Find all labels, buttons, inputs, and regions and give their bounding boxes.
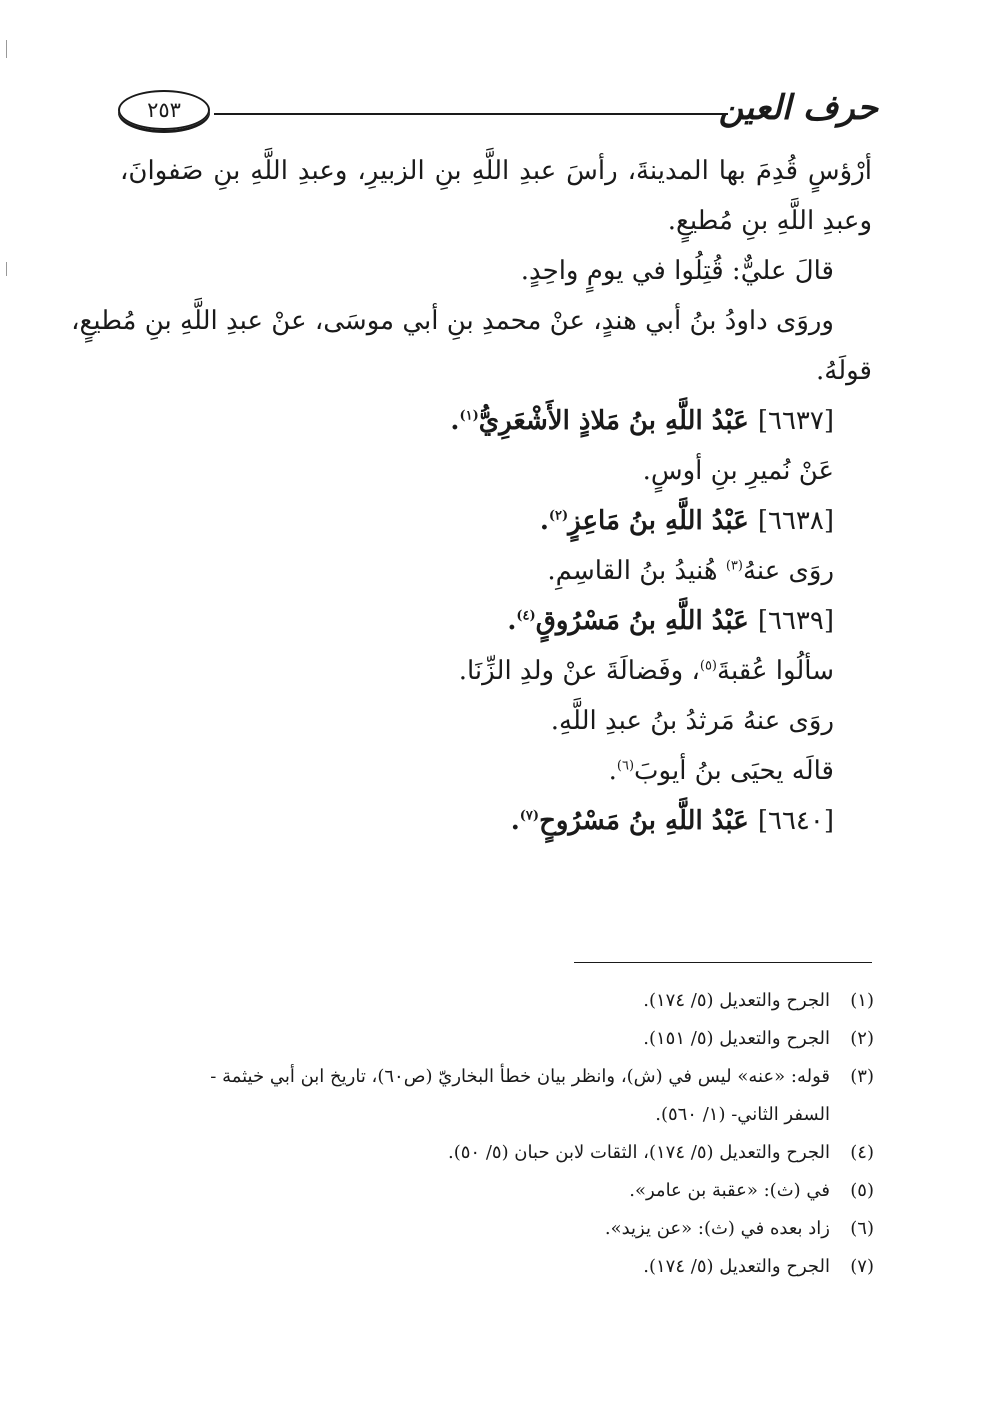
- text-line: [120, 196, 872, 246]
- footnote-ref: (٢): [548, 508, 569, 524]
- text-line: [120, 446, 872, 496]
- footnote: [138, 1134, 874, 1172]
- footnotes: [138, 982, 874, 1286]
- line-text: قولَهُ.: [816, 356, 872, 386]
- footnote-number: (٤): [850, 1142, 874, 1163]
- text-line: [120, 346, 872, 396]
- running-title: حرف العين: [718, 88, 878, 128]
- footnote-text: زاد بعده في (ث): «عن يزيد».: [604, 1218, 830, 1239]
- line-text: وعبدِ اللَّهِ بنِ مُطيعٍ.: [667, 206, 872, 236]
- entry-number: [٦٦٣٧]: [757, 406, 834, 436]
- line-text: .: [608, 756, 617, 786]
- footnote-text-line: السفر الثاني- (١/ ٥٦٠).: [655, 1104, 830, 1125]
- footnote-ref: (٣): [725, 558, 743, 574]
- entry-number: [٦٦٤٠]: [757, 806, 834, 836]
- entry-name: عَبْدُ اللَّهِ بنُ مَاعِزٍ: [568, 506, 749, 536]
- footnote: [138, 1058, 874, 1134]
- footnote-text: الجرح والتعديل (٥/ ١٧٤).: [643, 990, 830, 1011]
- footnote-text: [138, 1058, 830, 1134]
- footnote: [138, 1248, 874, 1286]
- footnote-text-line: قوله: «عنه» ليس في (ش)، وانظر بيان خطأ البخاريّ (ص٦٠)، تاريخ ابن أبي خيثمة -: [210, 1066, 830, 1087]
- entry-name: عَبْدُ اللَّهِ بنُ مَسْرُوحٍ: [539, 806, 749, 836]
- footnote-number: (٧): [850, 1256, 874, 1277]
- footnote: [138, 1020, 874, 1058]
- footnote: [138, 1210, 874, 1248]
- line-text: قالَه يحيَى بنُ أيوبَ: [634, 756, 834, 786]
- footnote-number: (٣): [850, 1066, 874, 1087]
- footnote-ref: (٤): [516, 608, 536, 624]
- footnote-number: (٥): [850, 1180, 874, 1201]
- line-text: ، وفَضالَةَ عنْ ولدِ الزِّنَا.: [458, 656, 700, 686]
- header-rule: [214, 113, 728, 115]
- footnote: [138, 982, 874, 1020]
- line-text: وروَى داودُ بنُ أبي هندٍ، عنْ محمدِ بنِ أبي موسَى، عنْ عبدِ اللَّهِ بنِ مُطيعٍ،: [71, 306, 834, 336]
- entry-name: عَبْدُ اللَّهِ بنُ مَلاذٍ الأَشْعَرِيُّ: [478, 406, 749, 436]
- entry-number: [٦٦٣٨]: [757, 506, 834, 536]
- text-line: [120, 546, 872, 596]
- footnote-text: في (ث): «عقبة بن عامر».: [629, 1180, 830, 1201]
- text-line: [120, 146, 872, 196]
- page-header: [118, 86, 878, 136]
- line-text: سألُوا عُقبةَ: [717, 656, 834, 686]
- entry-name: عَبْدُ اللَّهِ بنُ مَسْرُوقٍ: [535, 606, 749, 636]
- footnote-ref: (٧): [519, 808, 540, 824]
- text-line: [120, 696, 872, 746]
- scan-artifact-mark: [6, 40, 7, 58]
- footnote-text: الجرح والتعديل (٥/ ١٧٤).: [643, 1256, 830, 1277]
- entry-heading: [٦٦٣٨] عَبْدُ اللَّهِ بنُ مَاعِزٍ$^{(٢)}$.: [539, 506, 834, 536]
- entry-heading: [٦٦٤٠] عَبْدُ اللَّهِ بنُ مَسْرُوحٍ$^{(٧)}$.: [510, 806, 834, 836]
- footnote-text: الجرح والتعديل (٥/ ١٧٤)، الثقات لابن حبان (٥/ ٥٠).: [448, 1142, 830, 1163]
- text-line: [120, 246, 872, 296]
- line-text: عَنْ نُميرِ بنِ أوسٍ.: [642, 456, 834, 486]
- line-text: روَى عنهُ: [742, 556, 834, 586]
- line-text: هُنيدُ بنُ القاسِمِ.: [547, 556, 726, 586]
- footnote-number: (٢): [850, 1028, 874, 1049]
- line-text: روَى عنهُ مَرثدُ بنُ عبدِ اللَّهِ.: [550, 706, 834, 736]
- footnote-ref: (٥): [699, 658, 717, 674]
- footnote-separator: [574, 962, 872, 963]
- text-line: [120, 746, 872, 796]
- footnote-text: الجرح والتعديل (٥/ ١٥١).: [643, 1028, 830, 1049]
- text-line: [120, 646, 872, 696]
- footnote-ref: (٦): [616, 758, 635, 774]
- footnote-number: (٦): [850, 1218, 874, 1239]
- line-text: أرْؤسٍ قُدِمَ بها المدينةَ، رأسَ عبدِ اللَّهِ بنِ الزبيرِ، وعبدِ اللَّهِ بنِ صَفوانَ،: [120, 156, 872, 186]
- entry-number: [٦٦٣٩]: [757, 606, 834, 636]
- footnote-ref: (١): [459, 408, 479, 424]
- text-line: [71, 296, 872, 346]
- footnote: [138, 1172, 874, 1210]
- entry-heading: [٦٦٣٩] عَبْدُ اللَّهِ بنُ مَسْرُوقٍ$^{(٤)}$.: [507, 606, 834, 636]
- line-text: قالَ عليٌّ: قُتِلُوا في يومٍ واحِدٍ.: [520, 256, 834, 286]
- entry-heading: [٦٦٣٧] عَبْدُ اللَّهِ بنُ مَلاذٍ الأَشْعَرِيُّ$^{(١)}$.: [450, 406, 834, 436]
- main-text: [71, 146, 872, 846]
- footnote-number: (١): [850, 990, 874, 1011]
- page-number: ٢٥٣: [147, 97, 181, 122]
- scan-artifact-mark: [6, 262, 7, 276]
- page-number-badge: [118, 90, 210, 130]
